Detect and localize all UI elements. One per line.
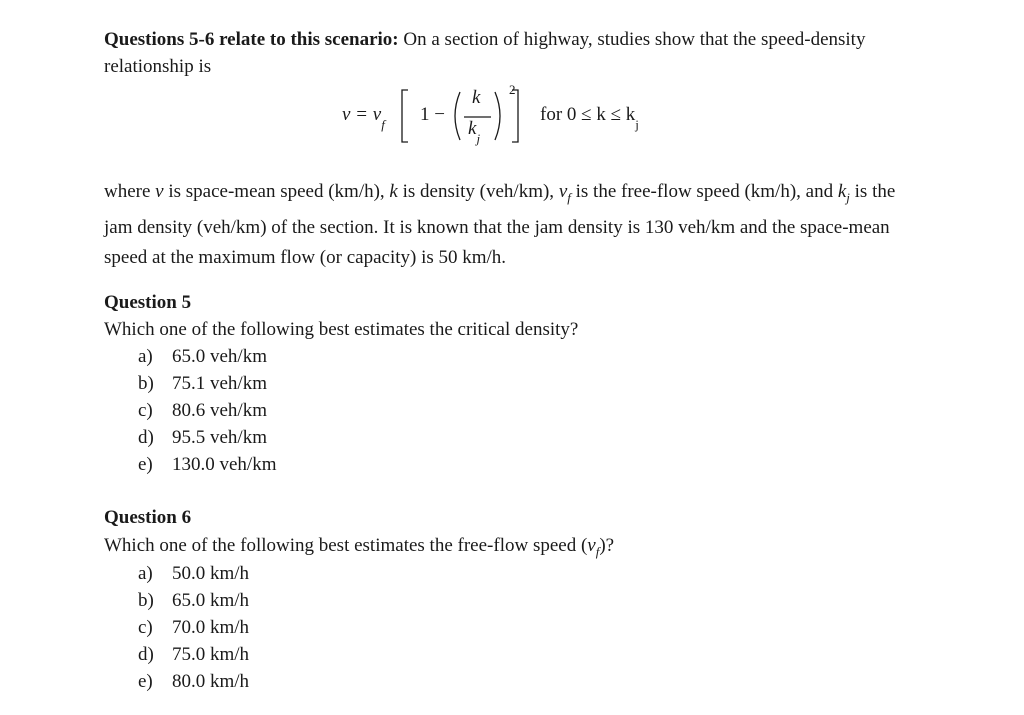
q6-option-c: c) 70.0 km/h bbox=[138, 617, 250, 638]
q5-option-c: c) 80.6 veh/km bbox=[138, 400, 267, 421]
equation-exponent: 2 bbox=[509, 82, 516, 97]
equation-condition: for $0 \le k \le k_j$ bbox=[540, 104, 639, 132]
q6-option-d: d) 75.0 km/h bbox=[138, 644, 250, 665]
q5-option-a: a) 65.0 veh/km bbox=[138, 346, 267, 367]
q6-option-b: b) 65.0 km/h bbox=[138, 590, 250, 611]
scenario-text: On a section of highway, studies show that the speed-density relationship is bbox=[104, 29, 866, 77]
question-6-prompt: Which one of the following best estimates the free-flow speed $(v_f)$? bbox=[104, 535, 615, 559]
q5-option-b: b) 75.1 veh/km bbox=[138, 373, 267, 394]
scenario-intro bbox=[104, 26, 924, 80]
scenario-lead: Questions 5-6 relate to this scenario: bbox=[104, 29, 399, 50]
q6-option-a: a) 50.0 km/h bbox=[138, 563, 250, 584]
equation-denominator: $k_j$ bbox=[468, 118, 481, 146]
equation-lhs: $v = v_f$ bbox=[342, 104, 385, 132]
equation-one-minus: 1 − bbox=[420, 104, 445, 125]
equation-numerator: k bbox=[472, 87, 481, 108]
q5-option-d: d) 95.5 veh/km bbox=[138, 427, 267, 448]
question-6-title: Question 6 bbox=[104, 507, 192, 528]
q6-option-e: e) 80.0 km/h bbox=[138, 671, 250, 692]
q5-option-e: e) 130.0 veh/km bbox=[138, 454, 277, 475]
question-5-prompt: Which one of the following best estimates the critical density? bbox=[104, 319, 579, 340]
variable-definitions: where v is space-mean speed (km/h), k is density (veh/km), $v_f$ is the free-flow speed (km/h), and $k_j$ is the jam density (veh/km) of the section. It is known that the jam density is 130 veh/km and the space-mean speed at the maximum flow (or capacity) is 50 km/h. bbox=[104, 181, 896, 268]
question-5-title: Question 5 bbox=[104, 292, 192, 313]
